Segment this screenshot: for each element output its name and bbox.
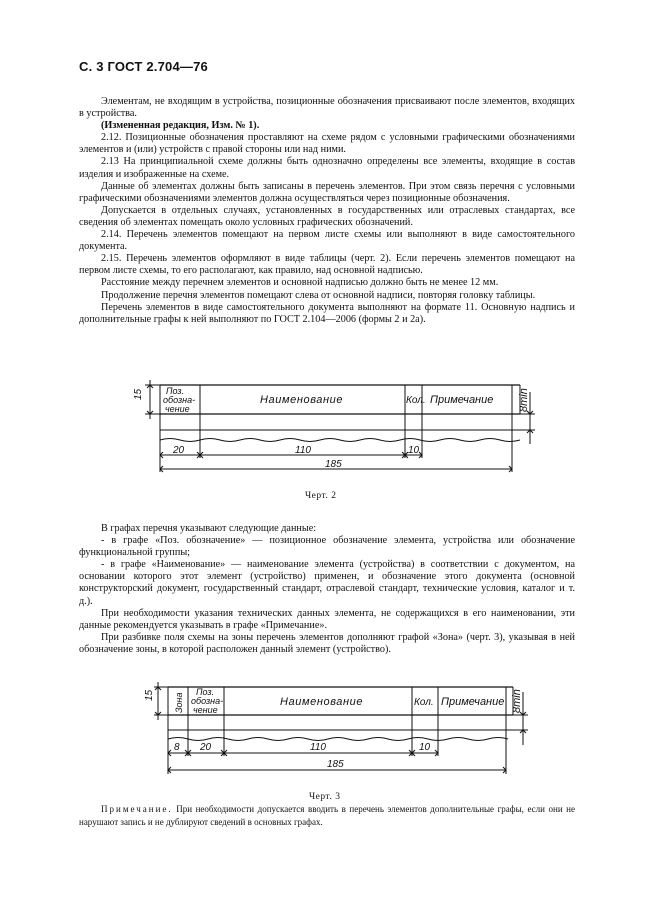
dim-label: 110 <box>310 742 326 753</box>
dim-label: 8min <box>511 689 523 713</box>
dim-label: 10 <box>408 445 420 456</box>
paragraph: (Измененная редакция, Изм. № 1). <box>101 120 260 132</box>
paragraph: При разбивке поля схемы на зоны перечень элементов дополняют графой «Зона» (черт. 3), указывая в ней обозначение зоны, в которой расположен данный элемент (устройство). <box>79 631 575 655</box>
dim-label: 185 <box>325 459 342 470</box>
paragraph: - в графе «Поз. обозначение» — позиционное обозначение элемента, устройства или обозначение функциональной группы; <box>79 535 575 559</box>
paragraph: - в графе «Наименование» — наименование элемента (устройства) в соответствии с документом, на основании которого этот элемент (устройство) применен, и обозначение этого документа (основной конструкторский документ, государственный стандарт, отраслевой стандарт, технические условия, каталог и т. д.). <box>79 559 575 607</box>
col-header: обозна- <box>163 395 196 405</box>
dim-label: 20 <box>200 742 212 753</box>
col-header: Наименование <box>260 394 344 406</box>
col-header: обозна- <box>191 696 224 706</box>
col-header: Поз. <box>196 687 215 697</box>
paragraph: Допускается в отдельных случаях, установленных в государственных или отраслевых стандартах, все сведения об элементах помещать около условных графических обозначений. <box>79 204 575 228</box>
col-header: чение <box>193 705 218 715</box>
dim-label: 15 <box>144 689 155 701</box>
paragraph: В графах перечня указывают следующие данные: <box>101 523 317 534</box>
text-block-2 <box>79 523 575 656</box>
paragraph: Данные об элементах должны быть записаны в перечень элементов. При этом связь перечня с условными графическими обозначениями элементов должна осуществляться через позиционные обозначения. <box>79 180 575 204</box>
drawing-2 <box>120 372 540 482</box>
paragraph: 2.13 На принципиальной схеме должны быть однозначно определены все элементы, входящие в состав изделия и изображенные на схеме. <box>79 156 575 180</box>
paragraph: 2.15. Перечень элементов оформляют в виде таблицы (черт. 2). Если перечень элементов помещают на первом листе схемы, то его располагают, как правило, над основной надписью. <box>79 253 575 277</box>
paragraph: 2.12. Позиционные обозначения проставляют на схеме рядом с условными графическими обозначениями элементов и (или) устройств с правой стороны или над ними. <box>79 132 575 156</box>
dim-label: 110 <box>295 445 311 456</box>
note-label: Примечание. <box>101 804 173 814</box>
dim-label: 10 <box>419 742 431 753</box>
dim-label: 8 <box>174 742 180 753</box>
dim-label: 8min <box>518 388 530 412</box>
col-header: Примечание <box>441 696 505 708</box>
col-header: Наименование <box>280 696 364 708</box>
drawing-3 <box>130 677 550 787</box>
caption-drawing-3: Черт. 3 <box>309 792 341 802</box>
footnote <box>79 803 575 829</box>
paragraph: Продолжение перечня элементов помещают слева от основной надписи, повторяя головку таблицы. <box>101 289 536 301</box>
caption-drawing-2: Черт. 2 <box>305 491 337 501</box>
col-header: Зона <box>174 692 184 713</box>
dim-label: 15 <box>133 388 144 400</box>
col-header: Поз. <box>166 386 185 396</box>
paragraph: Перечень элементов в виде самостоятельного документа выполняют на формате 11. Основную надпись и дополнительные графы к ней выполняют по ГОСТ 2.104—2006 (формы 2 и 2а). <box>79 301 575 325</box>
paragraph: Расстояние между перечнем элементов и основной надписью должно быть не менее 12 мм. <box>101 277 499 289</box>
page-header: С. 3 ГОСТ 2.704—76 <box>79 59 208 74</box>
col-header: Кол. <box>406 395 426 406</box>
dim-label: 20 <box>173 445 185 456</box>
paragraph: 2.14. Перечень элементов помещают на первом листе схемы или выполняют в виде самостоятельного документа. <box>79 229 575 253</box>
note-text: При необходимости допускается вводить в перечень элементов дополнительные графы, если они не нарушают запись и не дублируют сведений в основных графах. <box>79 804 575 827</box>
text-block-1 <box>79 96 575 326</box>
paragraph: При необходимости указания технических данных элемента, не содержащихся в его наименовании, эти данные рекомендуется указывать в графе «Примечание». <box>79 607 575 631</box>
dim-label: 185 <box>327 759 344 770</box>
col-header: Кол. <box>414 697 434 708</box>
col-header: Примечание <box>430 394 494 406</box>
paragraph: Элементам, не входящим в устройства, позиционные обозначения присваивают после элементов, входящих в устройства. <box>79 96 575 120</box>
col-header: чение <box>165 404 190 414</box>
